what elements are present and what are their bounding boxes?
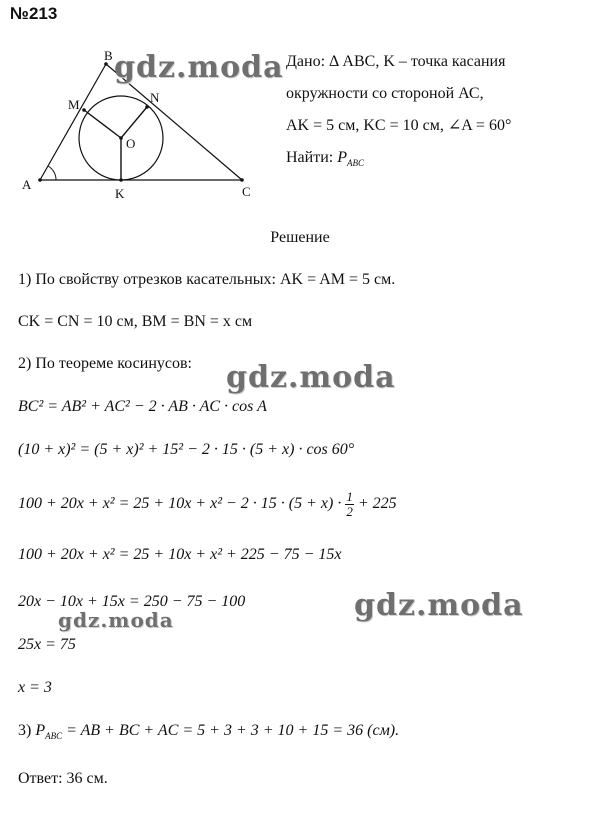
fraction-one-half (345, 490, 354, 519)
point-o (119, 136, 123, 140)
point-c (240, 178, 244, 182)
side-ab (40, 64, 106, 180)
label-c: C (242, 184, 251, 199)
equation-3-left: 100 + 20x + x² = 25 + 10x + x² − 2 · 15 · (5 + x) · (18, 495, 342, 513)
label-k: K (115, 186, 125, 201)
given-line-3: AK = 5 см, KC = 10 см, ∠A = 60° (286, 117, 512, 134)
equation-2: (10 + x)² = (5 + x)² + 15² − 2 · 15 · (5 + x) · cos 60° (18, 441, 355, 458)
equation-6: 25x = 75 (18, 636, 76, 653)
problem-number: №213 (10, 4, 58, 23)
label-b: B (104, 48, 113, 63)
equation-7: x = 3 (18, 679, 52, 696)
step-3-expression: = AB + BC + AC = 5 + 3 + 3 + 10 + 15 = 36 (см). (66, 722, 400, 739)
angle-a-arc (48, 166, 56, 180)
label-n: N (150, 90, 160, 105)
label-m: M (68, 97, 80, 112)
equation-4: 100 + 20x + x² = 25 + 10x + x² + 225 − 75 − 15x (18, 546, 342, 563)
fraction-numerator: 1 (346, 489, 353, 504)
watermark-middle: gdz.moda (226, 360, 396, 395)
point-k (119, 178, 123, 182)
radius-on (121, 107, 147, 138)
fraction-denominator: 2 (346, 504, 353, 519)
given-find (286, 142, 364, 179)
step-3-perimeter: P (35, 722, 46, 739)
find-label: Найти: (286, 149, 334, 166)
given-line-2: окружности со стороной АС, (286, 85, 484, 102)
step-1b: CK = CN = 10 см, BM = BN = x см (18, 313, 253, 330)
radius-om (84, 110, 121, 138)
equation-5: 20x − 10x + 15x = 250 − 75 − 100 (18, 593, 246, 610)
solution-heading: Решение (270, 229, 330, 246)
equation-3-right: + 225 (357, 495, 397, 513)
step-3 (18, 722, 399, 741)
step-3-perimeter-sub: ABC (45, 731, 63, 742)
watermark-small: gdz.moda (58, 608, 174, 632)
answer: Ответ: 36 см. (18, 770, 108, 787)
find-perimeter-sub: ABC (347, 158, 364, 169)
equation-3 (18, 490, 397, 519)
label-a: A (22, 177, 32, 192)
step-3-prefix: 3) (18, 722, 32, 739)
given-line-1: Дано: Δ ABC, K – точка касания (286, 53, 506, 70)
point-n (145, 105, 149, 109)
label-o: O (126, 136, 136, 151)
equation-1: BC² = AB² + AC² − 2 · AB · AC · cos A (18, 398, 267, 415)
point-a (38, 178, 42, 182)
step-2: 2) По теореме косинусов: (18, 355, 192, 372)
find-perimeter: P (337, 149, 347, 166)
watermark-top: gdz.moda (114, 50, 284, 85)
point-m (82, 108, 86, 112)
step-1: 1) По свойству отрезков касательных: AK = AM = 5 см. (18, 271, 396, 288)
watermark-right: gdz.moda (354, 588, 524, 623)
